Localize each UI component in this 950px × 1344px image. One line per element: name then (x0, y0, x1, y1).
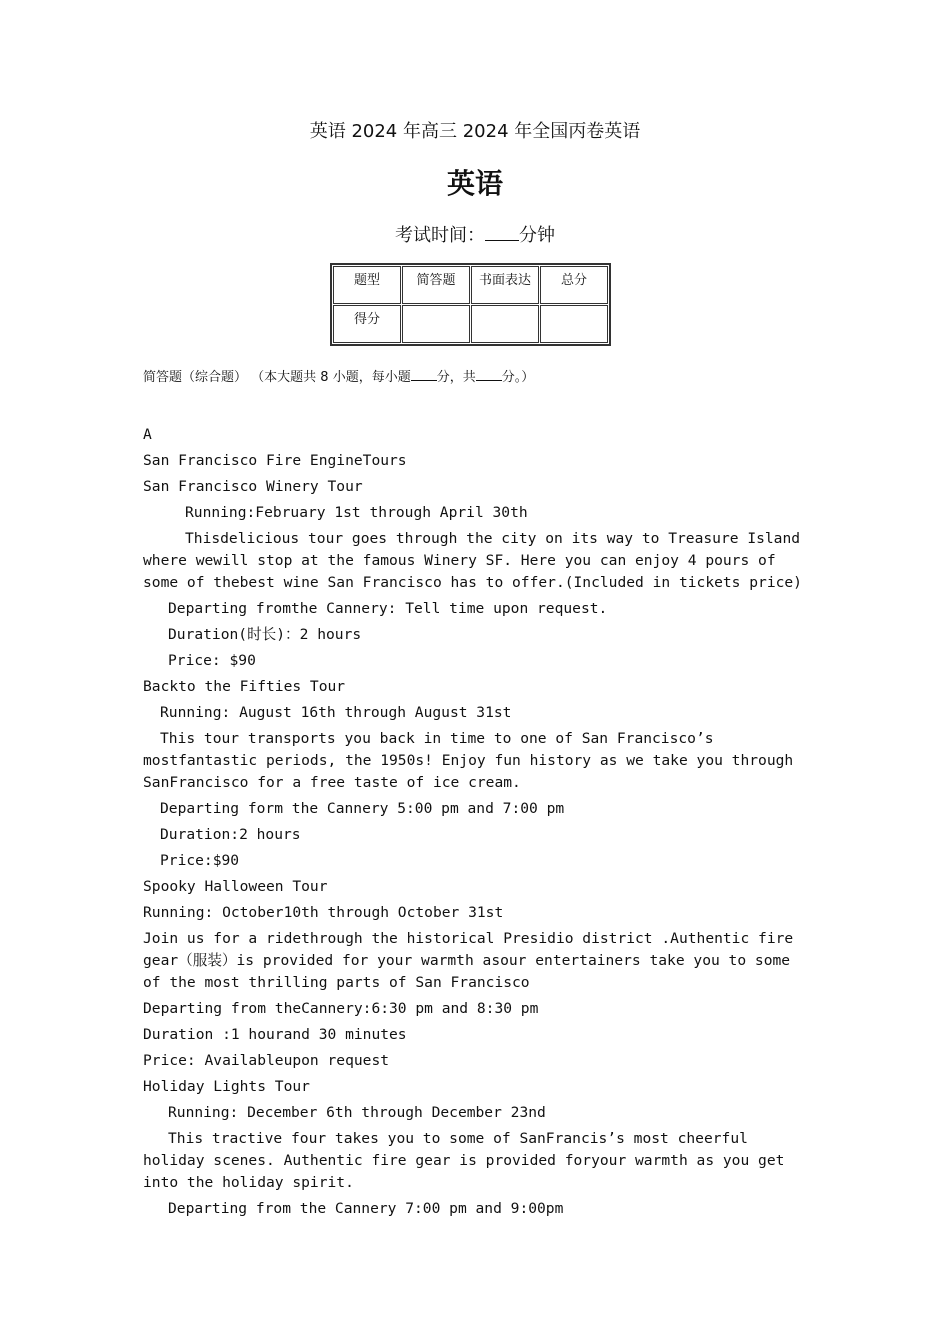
tour-departing: Departing fromthe Cannery: Tell time upon request. (168, 600, 608, 617)
tour-departing: Departing from theCannery:6:30 pm and 8:30 pm (143, 1000, 539, 1017)
section-heading (143, 366, 534, 385)
score-table-header-row (333, 266, 608, 304)
tour-duration: Duration:2 hours (160, 826, 301, 843)
tour-price: Price: $90 (168, 652, 256, 669)
total-points-blank (476, 368, 502, 381)
tour-name: Backto the Fifties Tour (143, 678, 346, 695)
score-table-score-row (333, 305, 608, 343)
section-heading-part2: （本大题共 8 小题，每小题 (251, 370, 411, 385)
passage-title: San Francisco Fire EngineTours (143, 452, 407, 469)
exam-time-suffix: 分钟 (519, 225, 555, 246)
exam-time-blank (485, 224, 519, 241)
tour-price: Price:$90 (160, 852, 240, 869)
score-table-header-cell: 简答题 (402, 266, 470, 304)
score-table-header-cell: 总分 (540, 266, 608, 304)
tour-running: Running:February 1st through April 30th (185, 504, 528, 521)
tour-description: This tour transports you back in time to one of San Francisco’s mostfantastic periods, the 1950s! Enjoy fun history as we take you through SanFrancisco for a free taste of ice cream. (143, 730, 794, 791)
score-table-row-label: 得分 (333, 305, 401, 343)
exam-time (0, 221, 950, 247)
tour-running: Running: August 16th through August 31st (160, 704, 512, 721)
tour-departing: Departing from the Cannery 7:00 pm and 9:00pm (168, 1200, 564, 1217)
passage-label: A (143, 426, 152, 443)
section-heading-part3: 分，共 (436, 370, 476, 385)
section-heading-part1: 简答题（综合题） (143, 370, 248, 385)
tour-name: Spooky Halloween Tour (143, 878, 328, 895)
tour-running: Running: October10th through October 31st (143, 904, 504, 921)
tour-description: Thisdelicious tour goes through the city on its way to Treasure Island where wewill stop at the famous Winery SF. Here you can enjoy 4 pours of some of thebest wine San Francisco has to offer.(Included in tickets price) (143, 530, 802, 591)
reading-passage (143, 424, 813, 1224)
tour-departing: Departing form the Cannery 5:00 pm and 7:00 pm (160, 800, 565, 817)
score-table-header-cell: 题型 (333, 266, 401, 304)
score-table-header-cell: 书面表达 (471, 266, 539, 304)
tour-description: Join us for a ridethrough the historical Presidio district .Authentic fire gear（服装）is provided for your warmth asour entertainers take you to some of the most thrilling parts of San Francisco (143, 930, 794, 991)
tour-description: This tractive four takes you to some of SanFrancis’s most cheerful holiday scenes. Authentic fire gear is provided foryour warmth as you get into the holiday spirit. (143, 1130, 785, 1191)
page-title: 英语 (446, 167, 503, 200)
tour-running: Running: December 6th through December 23nd (168, 1104, 546, 1121)
tour-name: Holiday Lights Tour (143, 1078, 310, 1095)
score-table (330, 263, 611, 346)
score-table-score-cell[interactable] (540, 305, 608, 343)
score-table-score-cell[interactable] (471, 305, 539, 343)
section-heading-part4: 分。） (501, 370, 535, 385)
tour-name: San Francisco Winery Tour (143, 478, 363, 495)
score-table-score-cell[interactable] (402, 305, 470, 343)
tour-duration: Duration(时长)：2 hours (168, 626, 362, 643)
exam-time-prefix: 考试时间： (395, 225, 485, 246)
tour-duration: Duration :1 hourand 30 minutes (143, 1026, 407, 1043)
tour-price: Price: Availableupon request (143, 1052, 390, 1069)
exam-subject-line: 英语 2024 年高三 2024 年全国丙卷英语 (309, 121, 641, 142)
points-per-question-blank (411, 368, 437, 381)
